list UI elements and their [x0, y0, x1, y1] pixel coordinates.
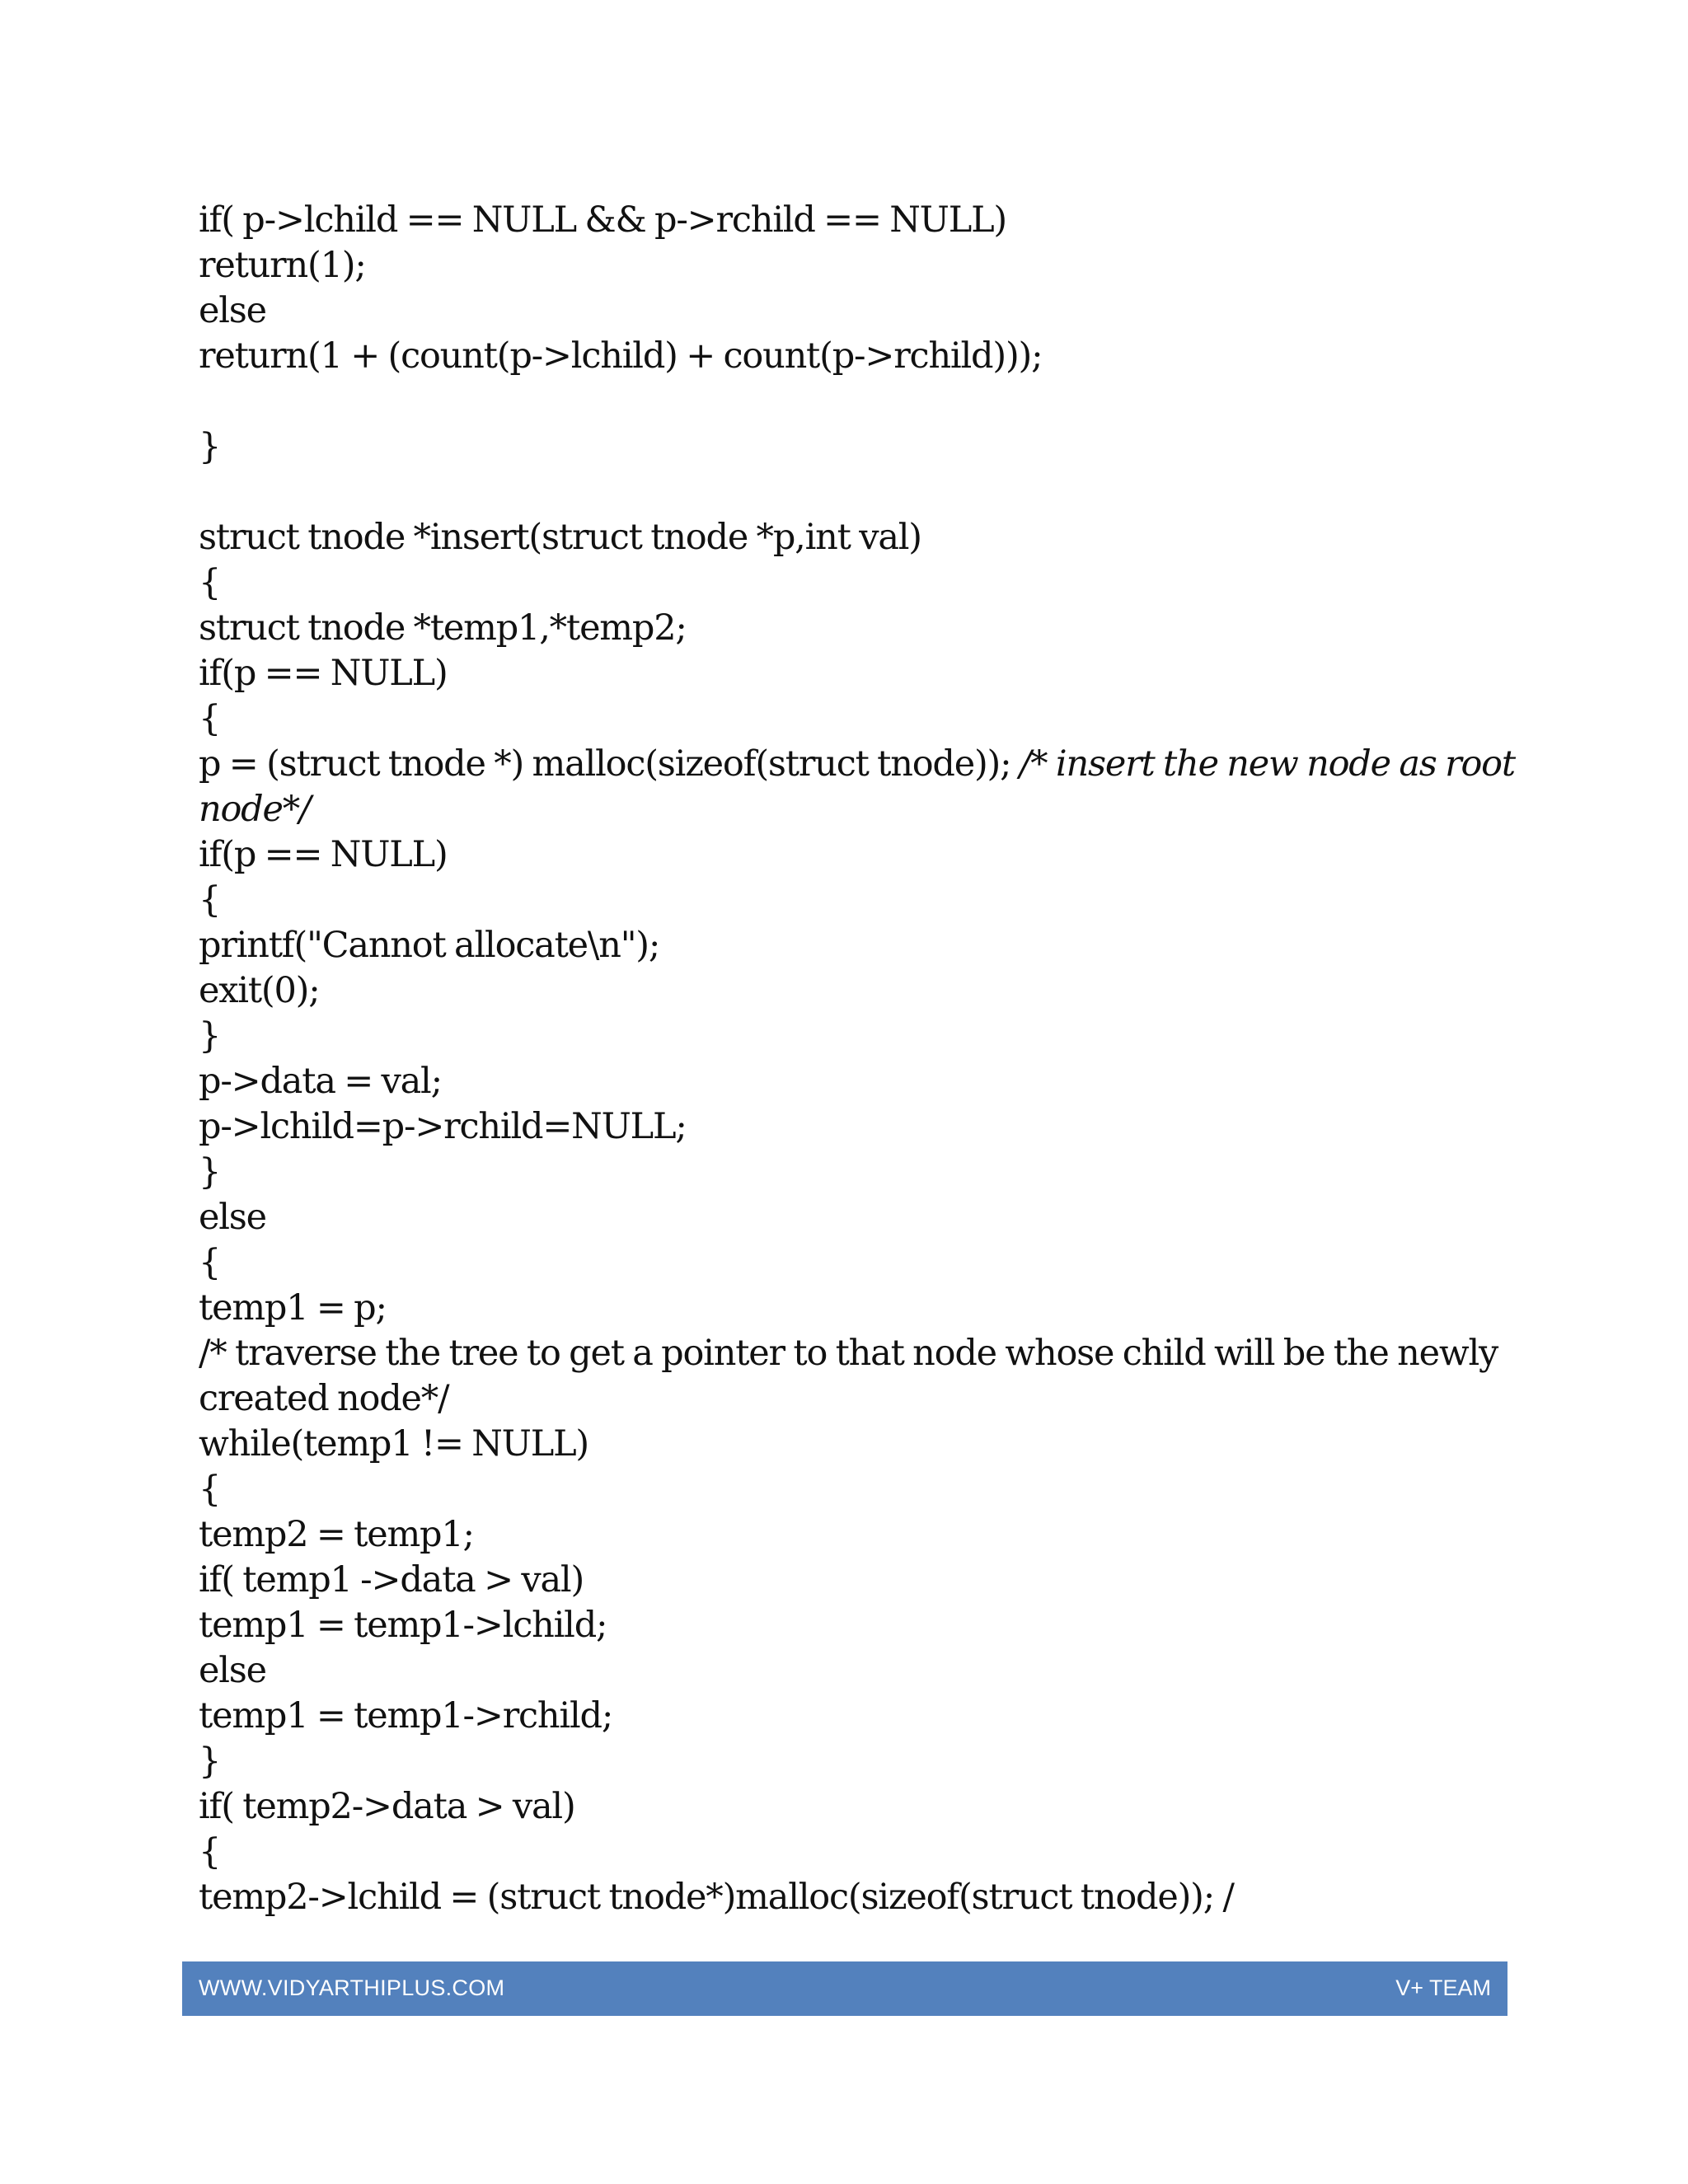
code-line: else	[199, 1197, 266, 1238]
inline-comment: /* insert the new node as root	[1019, 743, 1515, 785]
code-line: {	[199, 1242, 221, 1283]
code-line: }	[199, 1151, 221, 1193]
code-line: struct tnode *temp1,*temp2;	[199, 607, 687, 649]
page-footer	[182, 1961, 1507, 2016]
code-line: if(p == NULL)	[199, 653, 448, 694]
code-line: {	[199, 1831, 221, 1872]
code-line: return(1 + (count(p->lchild) + count(p->rchild)));	[199, 335, 1043, 377]
code-line-with-comment	[199, 742, 1517, 787]
code-comment-line: created node*/	[199, 1378, 449, 1419]
code-line: {	[199, 879, 221, 921]
footer-team-label: V+ TEAM	[1395, 1975, 1491, 2000]
code-line: {	[199, 698, 221, 739]
comment-continuation: node*/	[199, 789, 311, 830]
code-line: while(temp1 != NULL)	[199, 1423, 589, 1465]
code-line: }	[199, 426, 221, 467]
code-line: temp1 = temp1->lchild;	[199, 1605, 607, 1646]
blank-line	[199, 470, 1517, 515]
code-line: temp2->lchild = (struct tnode*)malloc(sizeof(struct tnode)); /	[199, 1877, 1234, 1918]
footer-website-link[interactable]: WWW.VIDYARTHIPLUS.COM	[199, 1975, 505, 2000]
code-line: else	[199, 1650, 266, 1691]
code-line: if( temp2->data > val)	[199, 1786, 575, 1827]
code-comment-line: /* traverse the tree to get a pointer to that node whose child will be the newly	[199, 1333, 1498, 1374]
code-line: {	[199, 1469, 221, 1510]
code-line: temp1 = temp1->rchild;	[199, 1695, 613, 1736]
code-line: if( p->lchild == NULL && p->rchild == NULL)	[199, 199, 1007, 241]
code-line: printf("Cannot allocate\n");	[199, 925, 660, 966]
code-line: p->lchild=p->rchild=NULL;	[199, 1106, 687, 1147]
code-line: p->data = val;	[199, 1061, 442, 1102]
code-line: struct tnode *insert(struct tnode *p,int val)	[199, 517, 921, 558]
code-line: {	[199, 562, 221, 603]
code-line: if(p == NULL)	[199, 834, 448, 875]
code-line: temp2 = temp1;	[199, 1514, 474, 1555]
code-text: p = (struct tnode *) malloc(sizeof(struct tnode));	[199, 743, 1020, 785]
code-line: else	[199, 290, 266, 331]
code-line: return(1);	[199, 245, 366, 286]
code-block	[199, 198, 1517, 1920]
blank-line	[199, 379, 1517, 424]
code-line: }	[199, 1015, 221, 1057]
code-line: if( temp1 ->data > val)	[199, 1559, 584, 1601]
code-line: }	[199, 1741, 221, 1782]
code-line: temp1 = p;	[199, 1287, 387, 1329]
code-line: exit(0);	[199, 970, 320, 1011]
